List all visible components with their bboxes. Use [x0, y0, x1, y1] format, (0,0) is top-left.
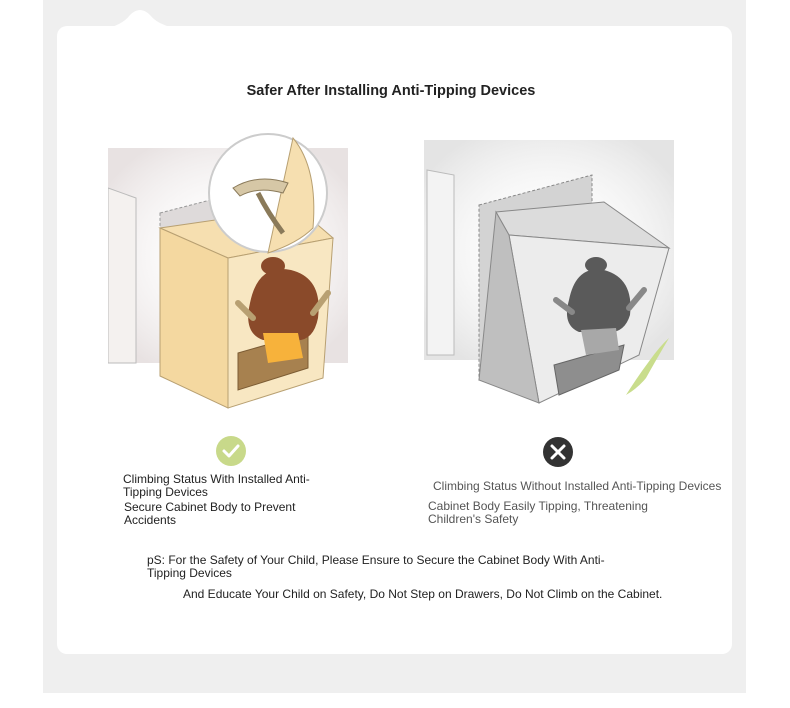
- tipping-cabinet-illustration: [424, 140, 676, 410]
- check-icon: [215, 435, 247, 467]
- page-title: Safer After Installing Anti-Tipping Devices: [246, 83, 536, 99]
- left-status-description: Secure Cabinet Body to Prevent Accidents: [124, 500, 296, 527]
- close-icon: [542, 436, 574, 468]
- left-status-title: Climbing Status With Installed Anti-Tipping Devices: [123, 472, 310, 499]
- right-status-title: Climbing Status Without Installed Anti-Tipping Devices: [433, 479, 722, 493]
- educate-note: And Educate Your Child on Safety, Do Not Step on Drawers, Do Not Climb on the Cabinet.: [183, 587, 663, 601]
- secured-cabinet-illustration: [108, 128, 353, 413]
- ps-note: pS: For the Safety of Your Child, Please Ensure to Secure the Cabinet Body With Anti-Tipping Devices: [147, 553, 605, 580]
- right-status-description: Cabinet Body Easily Tipping, Threatening Children's Safety: [428, 499, 648, 526]
